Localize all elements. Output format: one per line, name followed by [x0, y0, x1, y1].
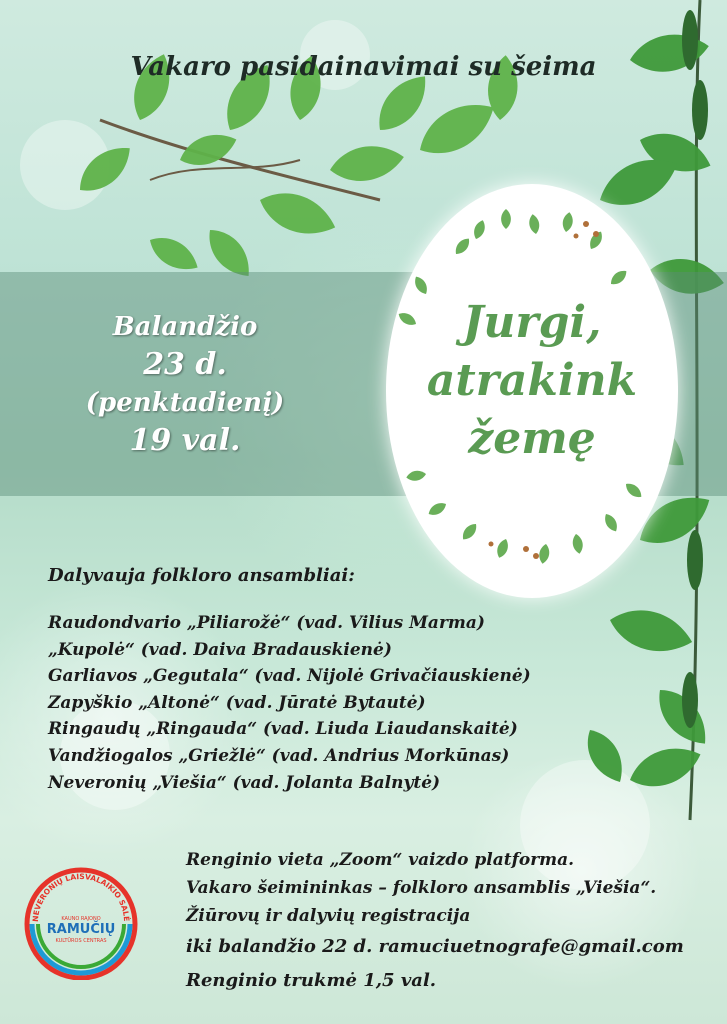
- participant-item: „Kupolė“ (vad. Daiva Bradauskienė): [48, 639, 392, 660]
- main-title-line: žemę: [468, 413, 596, 464]
- logo-arc-text: NEVERONIŲ LAISVALAIKIO SALĖ: [30, 871, 132, 923]
- participant-item: Garliavos „Gegutala“ (vad. Nijolė Grivačiauskienė): [48, 666, 531, 687]
- event-info-section: [186, 846, 684, 998]
- info-line: Renginio vieta „Zoom“ vaizdo platforma.: [186, 850, 575, 870]
- logo-sub-text: KULTŪROS CENTRAS: [55, 938, 107, 944]
- main-title: [386, 294, 678, 468]
- participant-item: Zapyškio „Altonė“ (vad. Jūratė Bytautė): [48, 692, 426, 713]
- main-title-line: atrakink: [426, 355, 638, 406]
- participant-item: Raudondvario „Piliarožė“ (vad. Vilius Marma): [48, 613, 485, 633]
- event-time: 19 val.: [129, 423, 241, 458]
- participant-item: Ringaudų „Ringauda“ (vad. Liuda Liaudanskaitė): [48, 719, 518, 740]
- info-line: Renginio trukmė 1,5 val.: [186, 970, 437, 991]
- main-title-line: Jurgi,: [462, 297, 602, 348]
- registration-email-line: iki balandžio 22 d. ramuciuetnografe@gmail.com: [186, 936, 684, 957]
- participant-item: Neveronių „Viešia“ (vad. Jolanta Balnytė): [48, 772, 441, 793]
- event-date-block: [70, 308, 300, 460]
- participants-section: [48, 565, 531, 796]
- logo-name: RAMUČIŲ: [46, 922, 116, 937]
- event-weekday: (penktadienį): [85, 388, 285, 418]
- logo-small-text: KAUNO RAJONO: [61, 916, 101, 922]
- svg-text:NEVERONIŲ LAISVALAIKIO SALĖ: [31, 872, 131, 922]
- info-line: Žiūrovų ir dalyvių registracija: [186, 906, 471, 926]
- participant-item: Vandžiogalos „Griežlė“ (vad. Andrius Morkūnas): [48, 745, 510, 766]
- event-day: 23 d.: [143, 347, 227, 382]
- cultural-center-logo: [22, 862, 140, 980]
- title-oval: [386, 184, 678, 598]
- info-line: Vakaro šeimininkas – folkloro ansamblis „Viešia“.: [186, 878, 657, 898]
- event-series-title: Vakaro pasidainavimai su šeima: [130, 52, 597, 82]
- event-month: Balandžio: [112, 312, 258, 342]
- participants-heading: Dalyvauja folkloro ansambliai:: [48, 565, 355, 586]
